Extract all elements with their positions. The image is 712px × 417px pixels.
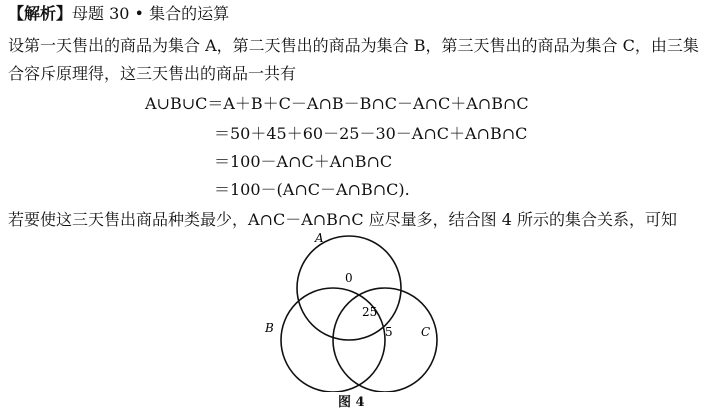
- a-only-value: 0: [345, 271, 353, 285]
- set-c-label: C: [421, 325, 431, 339]
- center-value: 25: [362, 305, 378, 319]
- paragraph-line-2: 合容斥原理得，这三天售出的商品一共有: [8, 64, 297, 83]
- set-b-label: B: [265, 321, 274, 335]
- c-only-value: 5: [385, 325, 393, 339]
- topic-title: 母题 30 • 集合的运算: [72, 4, 230, 23]
- equation-line-1: A∪B∪C＝A＋B＋C－A∩B－B∩C－A∩C＋A∩B∩C: [145, 94, 529, 113]
- equation-line-4: ＝100－(A∩C－A∩B∩C).: [214, 180, 410, 199]
- venn-diagram: [255, 232, 445, 392]
- analysis-tag: 【解析】: [8, 4, 73, 23]
- paragraph-line-1: 设第一天售出的商品为集合 A，第二天售出的商品为集合 B，第三天售出的商品为集合 C，由三集: [8, 36, 699, 55]
- conclusion-line: 若要使这三天售出商品种类最少，A∩C－A∩B∩C 应尽量多，结合图 4 所示的集合关系，可知: [8, 210, 678, 229]
- section-header: [8, 4, 229, 24]
- figure-caption: 图 4: [338, 395, 365, 410]
- set-a-label: A: [315, 232, 324, 245]
- equation-line-2: ＝50＋45＋60－25－30－A∩C＋A∩B∩C: [214, 124, 528, 143]
- equation-line-3: ＝100－A∩C＋A∩B∩C: [214, 152, 393, 171]
